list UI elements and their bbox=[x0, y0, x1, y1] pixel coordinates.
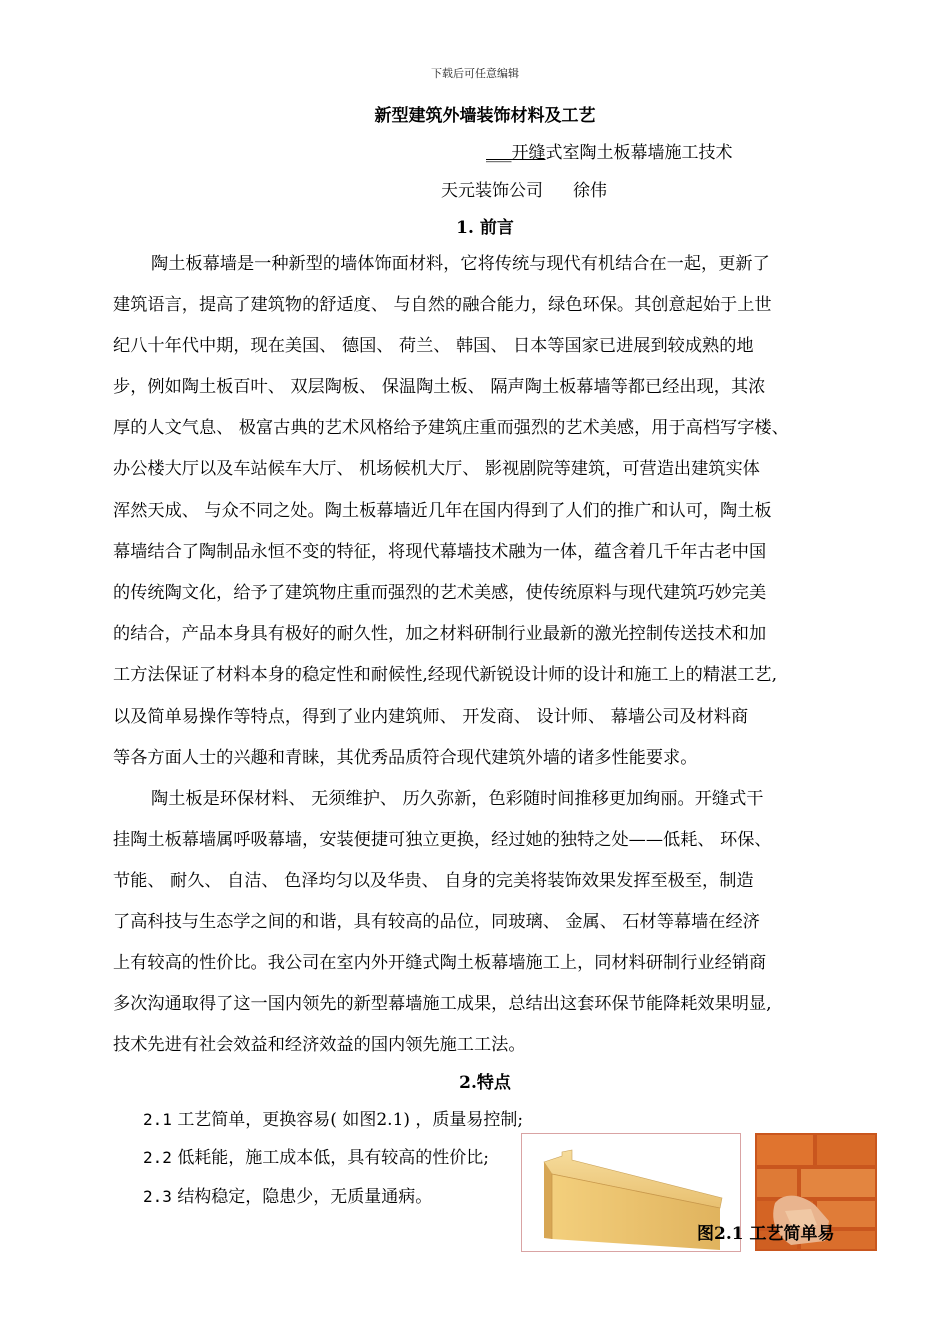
paragraph-line: 幕墙结合了陶制品永恒不变的特征，将现代幕墙技术融为一体，蕴含着几千年古老中国 bbox=[113, 542, 767, 562]
figure-caption: 图2.1 工艺简单易 bbox=[697, 1224, 835, 1244]
document-title: 新型建筑外墙装饰材料及工艺 bbox=[374, 106, 596, 126]
list-item-number: 2.1 bbox=[143, 1110, 172, 1129]
paragraph-line: 以及简单易操作等特点，得到了业内建筑师、 开发商、 设计师、 幕墙公司及材料商 bbox=[113, 707, 749, 727]
paragraph-line: 陶土板幕墙是一种新型的墙体饰面材料，它将传统与现代有机结合在一起，更新了 bbox=[151, 254, 770, 274]
paragraph-line: 纪八十年代中期，现在美国、 德国、 荷兰、 韩国、 日本等国家已进展到较成熟的地 bbox=[113, 336, 754, 356]
list-item-number: 2.3 bbox=[143, 1187, 172, 1206]
paragraph-line: 浑然天成、 与众不同之处。陶土板幕墙近几年在国内得到了人们的推广和认可，陶土板 bbox=[113, 501, 772, 521]
list-item bbox=[143, 1105, 523, 1130]
paragraph-line: 步，例如陶土板百叶、 双层陶板、 保温陶土板、 隔声陶土板幕墙等都已经出现，其浓 bbox=[113, 377, 766, 397]
paragraph-line: 厚的人文气息、 极富古典的艺术风格给予建筑庄重而强烈的艺术美感，用于高档写字楼、 bbox=[113, 418, 789, 438]
list-item-text: 工艺简单，更换容易( 如图2.1) ，质量易控制; bbox=[177, 1110, 524, 1130]
paragraph-line: 技术先进有社会效益和经济效益的国内领先施工工法。 bbox=[113, 1035, 526, 1055]
paragraph-line: 的结合，产品本身具有极好的耐久性，加之材料研制行业最新的激光控制传送技术和加 bbox=[113, 624, 767, 644]
paragraph-line: 工方法保证了材料本身的稳定性和耐候性,经现代新锐设计师的设计和施工上的精湛工艺, bbox=[113, 665, 778, 685]
page-header-note: 下载后可任意编辑 bbox=[431, 67, 519, 80]
paragraph-line: 陶土板是环保材料、 无须维护、 历久弥新，色彩随时间推移更加绚丽。开缝式干 bbox=[151, 789, 764, 809]
paragraph-line: 建筑语言，提高了建筑物的舒适度、 与自然的融合能力，绿色环保。其创意起始于上世 bbox=[113, 295, 772, 315]
paragraph-line: 挂陶土板幕墙属呼吸幕墙，安装便捷可独立更换，经过她的独特之处——低耗、 环保、 bbox=[113, 830, 772, 850]
paragraph-line: 等各方面人士的兴趣和青睐，其优秀品质符合现代建筑外墙的诸多性能要求。 bbox=[113, 748, 698, 768]
author-name: 徐伟 bbox=[573, 181, 607, 201]
subtitle-rest: 式室陶土板幕墙施工技术 bbox=[545, 143, 733, 163]
paragraph-line: 的传统陶文化，给予了建筑物庄重而强烈的艺术美感，使传统原料与现代建筑巧妙完美 bbox=[113, 583, 767, 603]
paragraph-line: 办公楼大厅以及车站候车大厅、 机场候机大厅、 影视剧院等建筑，可营造出建筑实体 bbox=[113, 459, 760, 479]
list-item-text: 结构稳定，隐患少，无质量通病。 bbox=[177, 1187, 433, 1207]
section-heading-features: 2.特点 bbox=[459, 1073, 511, 1093]
paragraph-line: 上有较高的性价比。我公司在室内外开缝式陶土板幕墙施工上，同材料研制行业经销商 bbox=[113, 953, 767, 973]
document-subtitle bbox=[486, 138, 733, 163]
subtitle-underlined-part: ___开缝 bbox=[486, 143, 546, 163]
paragraph-line: 了高科技与生态学之间的和谐，具有较高的品位，同玻璃、 金属、 石材等幕墙在经济 bbox=[113, 912, 760, 932]
list-item bbox=[143, 1182, 432, 1207]
section-heading-foreword: 1. 前言 bbox=[456, 218, 514, 238]
company-name: 天元装饰公司 bbox=[441, 181, 543, 201]
list-item bbox=[143, 1143, 489, 1168]
list-item-text: 低耗能，施工成本低，具有较高的性价比; bbox=[177, 1148, 490, 1168]
paragraph-line: 节能、 耐久、 自洁、 色泽均匀以及华贵、 自身的完美将装饰效果发挥至极至，制造 bbox=[113, 871, 754, 891]
list-item-number: 2.2 bbox=[143, 1148, 172, 1167]
paragraph-line: 多次沟通取得了这一国内领先的新型幕墙施工成果，总结出这套环保节能降耗效果明显, bbox=[113, 994, 772, 1014]
byline bbox=[441, 176, 607, 201]
